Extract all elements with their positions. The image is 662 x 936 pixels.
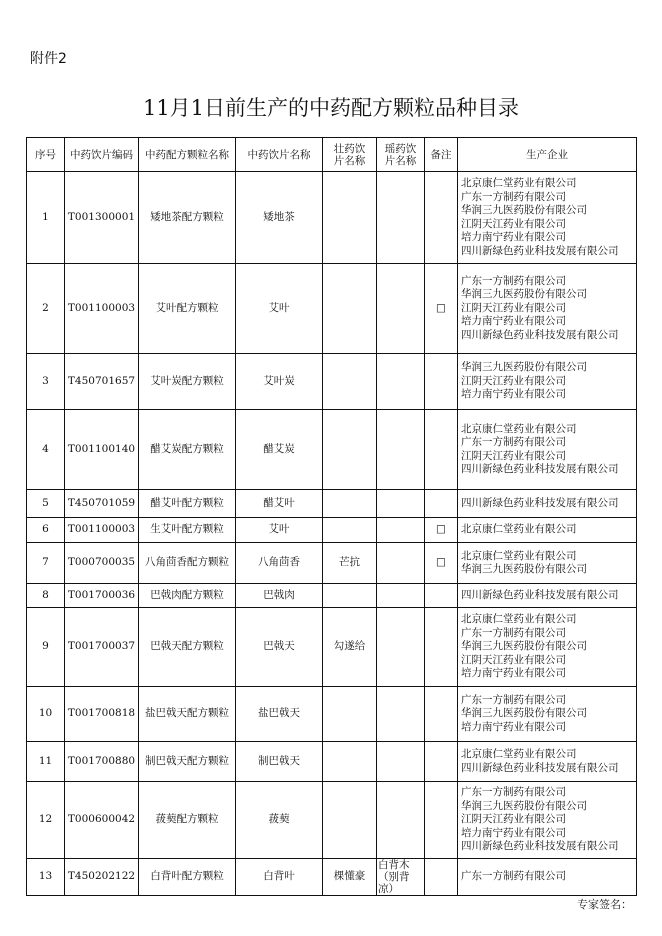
company-cell [458, 264, 637, 354]
company-name: 江阴天江药业有限公司 [461, 449, 566, 462]
zhuang-name-cell [323, 354, 377, 410]
piece-code-cell: T450202122 [65, 859, 139, 896]
company-name: 培力南宁药业有限公司 [461, 826, 566, 839]
table-row [27, 608, 637, 687]
yao-name-cell [377, 264, 425, 354]
piece-name-cell: 菝葜 [236, 782, 323, 859]
company-name: 江阴天江药业有限公司 [461, 813, 566, 826]
company-name: 华润三九医药股份有限公司 [461, 799, 587, 812]
table-row [27, 584, 637, 608]
zhuang-name-cell: 芒抗 [323, 543, 377, 584]
table-row [27, 354, 637, 410]
company-name: 江阴天江药业有限公司 [461, 374, 566, 387]
header-yao-text: 瑶药饮片名称 [384, 142, 417, 167]
zhuang-name-cell [323, 518, 377, 543]
company-cell [458, 543, 637, 584]
company-name: 广东一方制药有限公司 [461, 693, 566, 706]
yao-name-cell [377, 518, 425, 543]
note-checkbox: □ [425, 518, 458, 543]
company-cell [458, 584, 637, 608]
row-number-cell: 11 [27, 742, 65, 782]
row-number-cell: 10 [27, 687, 65, 742]
table-row [27, 490, 637, 518]
company-name: 北京康仁堂药业有限公司 [461, 613, 577, 626]
yao-name-cell [377, 608, 425, 687]
yao-name-cell [377, 354, 425, 410]
row-number-cell: 5 [27, 490, 65, 518]
attachment-label: 附件2 [30, 51, 67, 67]
piece-code-cell: T000600042 [65, 782, 139, 859]
piece-name-cell: 醋艾叶 [236, 490, 323, 518]
piece-code-cell: T001100003 [65, 264, 139, 354]
company-name: 四川新绿色药业科技发展有限公司 [461, 244, 619, 257]
piece-name-cell: 制巴戟天 [236, 742, 323, 782]
company-name: 四川新绿色药业科技发展有限公司 [461, 463, 619, 475]
note-checkbox: □ [425, 264, 458, 354]
table-row [27, 264, 637, 354]
piece-name-cell: 矮地茶 [236, 172, 323, 264]
company-name: 培力南宁药业有限公司 [461, 315, 566, 328]
granule-name-cell: 艾叶炭配方颗粒 [139, 354, 236, 410]
granule-name-cell: 八角茴香配方颗粒 [139, 543, 236, 584]
header-granule-name: 中药配方颗粒名称 [139, 138, 236, 172]
company-name: 华润三九医药股份有限公司 [461, 204, 587, 216]
company-name: 华润三九医药股份有限公司 [461, 707, 587, 720]
company-name: 北京康仁堂药业有限公司 [461, 177, 577, 189]
company-name: 北京康仁堂药业有限公司 [461, 748, 577, 760]
yao-name-cell [377, 584, 425, 608]
granule-name-cell: 巴戟肉配方颗粒 [139, 584, 236, 608]
granule-name-cell: 巴戟天配方颗粒 [139, 608, 236, 687]
row-number-cell: 6 [27, 518, 65, 543]
company-name: 培力南宁药业有限公司 [461, 720, 566, 733]
company-cell [458, 742, 637, 782]
company-name: 江阴天江药业有限公司 [461, 217, 566, 230]
table-row [27, 782, 637, 859]
company-cell [458, 782, 637, 859]
header-code: 中药饮片编码 [65, 138, 139, 172]
zhuang-name-cell [323, 782, 377, 859]
expert-signature-label: 专家签名： [577, 898, 632, 911]
yao-name-cell [377, 543, 425, 584]
note-cell [425, 608, 458, 687]
company-name: 华润三九医药股份有限公司 [461, 640, 587, 653]
page-title: 11月1日前生产的中药配方颗粒品种目录 [142, 96, 520, 120]
granule-name-cell: 醋艾叶配方颗粒 [139, 490, 236, 518]
piece-code-cell: T001300001 [65, 172, 139, 264]
note-cell [425, 490, 458, 518]
note-cell [425, 172, 458, 264]
header-zhuang-name [323, 138, 377, 172]
granule-name-cell: 艾叶配方颗粒 [139, 264, 236, 354]
company-cell [458, 410, 637, 490]
zhuang-name-cell [323, 410, 377, 490]
zhuang-name-cell [323, 490, 377, 518]
note-checkbox: □ [425, 543, 458, 584]
note-cell [425, 687, 458, 742]
company-name: 培力南宁药业有限公司 [461, 667, 566, 680]
company-name: 培力南宁药业有限公司 [461, 231, 566, 243]
company-cell [458, 172, 637, 264]
header-note: 备注 [425, 138, 458, 172]
zhuang-name-cell [323, 172, 377, 264]
row-number-cell: 12 [27, 782, 65, 859]
note-cell [425, 859, 458, 896]
table-row [27, 518, 637, 543]
piece-name-cell: 艾叶 [236, 264, 323, 354]
piece-code-cell: T001100003 [65, 518, 139, 543]
row-number-cell: 13 [27, 859, 65, 896]
piece-name-cell: 盐巴戟天 [236, 687, 323, 742]
company-name: 四川新绿色药业科技发展有限公司 [461, 840, 619, 853]
company-name: 广东一方制药有限公司 [461, 870, 566, 883]
company-name: 江阴天江药业有限公司 [461, 301, 566, 314]
note-cell [425, 742, 458, 782]
header-yao-name [377, 138, 425, 172]
zhuang-name-cell [323, 264, 377, 354]
granule-name-cell: 生艾叶配方颗粒 [139, 518, 236, 543]
company-name: 培力南宁药业有限公司 [461, 388, 566, 401]
piece-name-cell: 巴戟天 [236, 608, 323, 687]
company-cell [458, 859, 637, 896]
piece-code-cell: T001700037 [65, 608, 139, 687]
row-number-cell: 9 [27, 608, 65, 687]
row-number-cell: 8 [27, 584, 65, 608]
row-number-cell: 1 [27, 172, 65, 264]
piece-code-cell: T001700880 [65, 742, 139, 782]
piece-name-cell: 艾叶 [236, 518, 323, 543]
company-name: 四川新绿色药业科技发展有限公司 [461, 588, 619, 601]
company-cell [458, 608, 637, 687]
piece-name-cell: 白背叶 [236, 859, 323, 896]
company-name: 江阴天江药业有限公司 [461, 653, 566, 666]
zhuang-name-cell: 勾遂给 [323, 608, 377, 687]
piece-name-cell: 八角茴香 [236, 543, 323, 584]
zhuang-name-cell [323, 742, 377, 782]
table-row [27, 172, 637, 264]
piece-name-cell: 巴戟肉 [236, 584, 323, 608]
company-name: 华润三九医药股份有限公司 [461, 563, 587, 575]
company-cell [458, 518, 637, 543]
company-name: 广东一方制药有限公司 [461, 190, 566, 203]
company-name: 四川新绿色药业科技发展有限公司 [461, 328, 619, 341]
company-name: 北京康仁堂药业有限公司 [461, 422, 577, 435]
zhuang-name-cell: 棵懂豪 [323, 859, 377, 896]
piece-code-cell: T450701059 [65, 490, 139, 518]
granule-name-cell: 矮地茶配方颗粒 [139, 172, 236, 264]
company-name: 广东一方制药有限公司 [461, 786, 566, 799]
header-piece-name: 中药饮片名称 [236, 138, 323, 172]
header-company: 生产企业 [458, 138, 637, 172]
company-name: 四川新绿色药业科技发展有限公司 [461, 496, 619, 509]
table-row [27, 859, 637, 896]
table-row [27, 687, 637, 742]
yao-name-cell [377, 687, 425, 742]
yao-name-cell [377, 172, 425, 264]
company-cell [458, 490, 637, 518]
yao-name-cell [377, 782, 425, 859]
granule-name-cell: 醋艾炭配方颗粒 [139, 410, 236, 490]
company-name: 华润三九医药股份有限公司 [461, 361, 587, 374]
company-cell [458, 354, 637, 410]
granule-name-cell: 白背叶配方颗粒 [139, 859, 236, 896]
note-cell [425, 584, 458, 608]
yao-name-cell [377, 410, 425, 490]
piece-code-cell: T001100140 [65, 410, 139, 490]
table-row [27, 742, 637, 782]
piece-name-cell: 醋艾炭 [236, 410, 323, 490]
yao-name-cell [377, 742, 425, 782]
company-cell [458, 687, 637, 742]
header-no: 序号 [27, 138, 65, 172]
yao-name-cell: 白背木（别背凉） [377, 859, 425, 896]
company-name: 广东一方制药有限公司 [461, 626, 566, 639]
company-name: 华润三九医药股份有限公司 [461, 288, 587, 301]
header-zhuang-text: 壮药饮片名称 [333, 142, 366, 167]
company-name: 广东一方制药有限公司 [461, 436, 566, 448]
granule-name-cell: 盐巴戟天配方颗粒 [139, 687, 236, 742]
company-name: 广东一方制药有限公司 [461, 274, 566, 287]
row-number-cell: 2 [27, 264, 65, 354]
granule-name-cell: 菝葜配方颗粒 [139, 782, 236, 859]
table-row [27, 543, 637, 584]
piece-code-cell: T001700818 [65, 687, 139, 742]
piece-code-cell: T000700035 [65, 543, 139, 584]
company-name: 北京康仁堂药业有限公司 [461, 523, 577, 536]
row-number-cell: 7 [27, 543, 65, 584]
note-cell [425, 782, 458, 859]
company-name: 北京康仁堂药业有限公司 [461, 549, 577, 562]
note-cell [425, 410, 458, 490]
row-number-cell: 4 [27, 410, 65, 490]
granule-name-cell: 制巴戟天配方颗粒 [139, 742, 236, 782]
note-cell [425, 354, 458, 410]
zhuang-name-cell [323, 687, 377, 742]
piece-code-cell: T450701657 [65, 354, 139, 410]
table-header-row [27, 138, 637, 172]
yao-name-cell [377, 490, 425, 518]
row-number-cell: 3 [27, 354, 65, 410]
zhuang-name-cell [323, 584, 377, 608]
piece-code-cell: T001700036 [65, 584, 139, 608]
company-name: 四川新绿色药业科技发展有限公司 [461, 761, 619, 774]
catalog-table [26, 137, 637, 896]
piece-name-cell: 艾叶炭 [236, 354, 323, 410]
table-row [27, 410, 637, 490]
